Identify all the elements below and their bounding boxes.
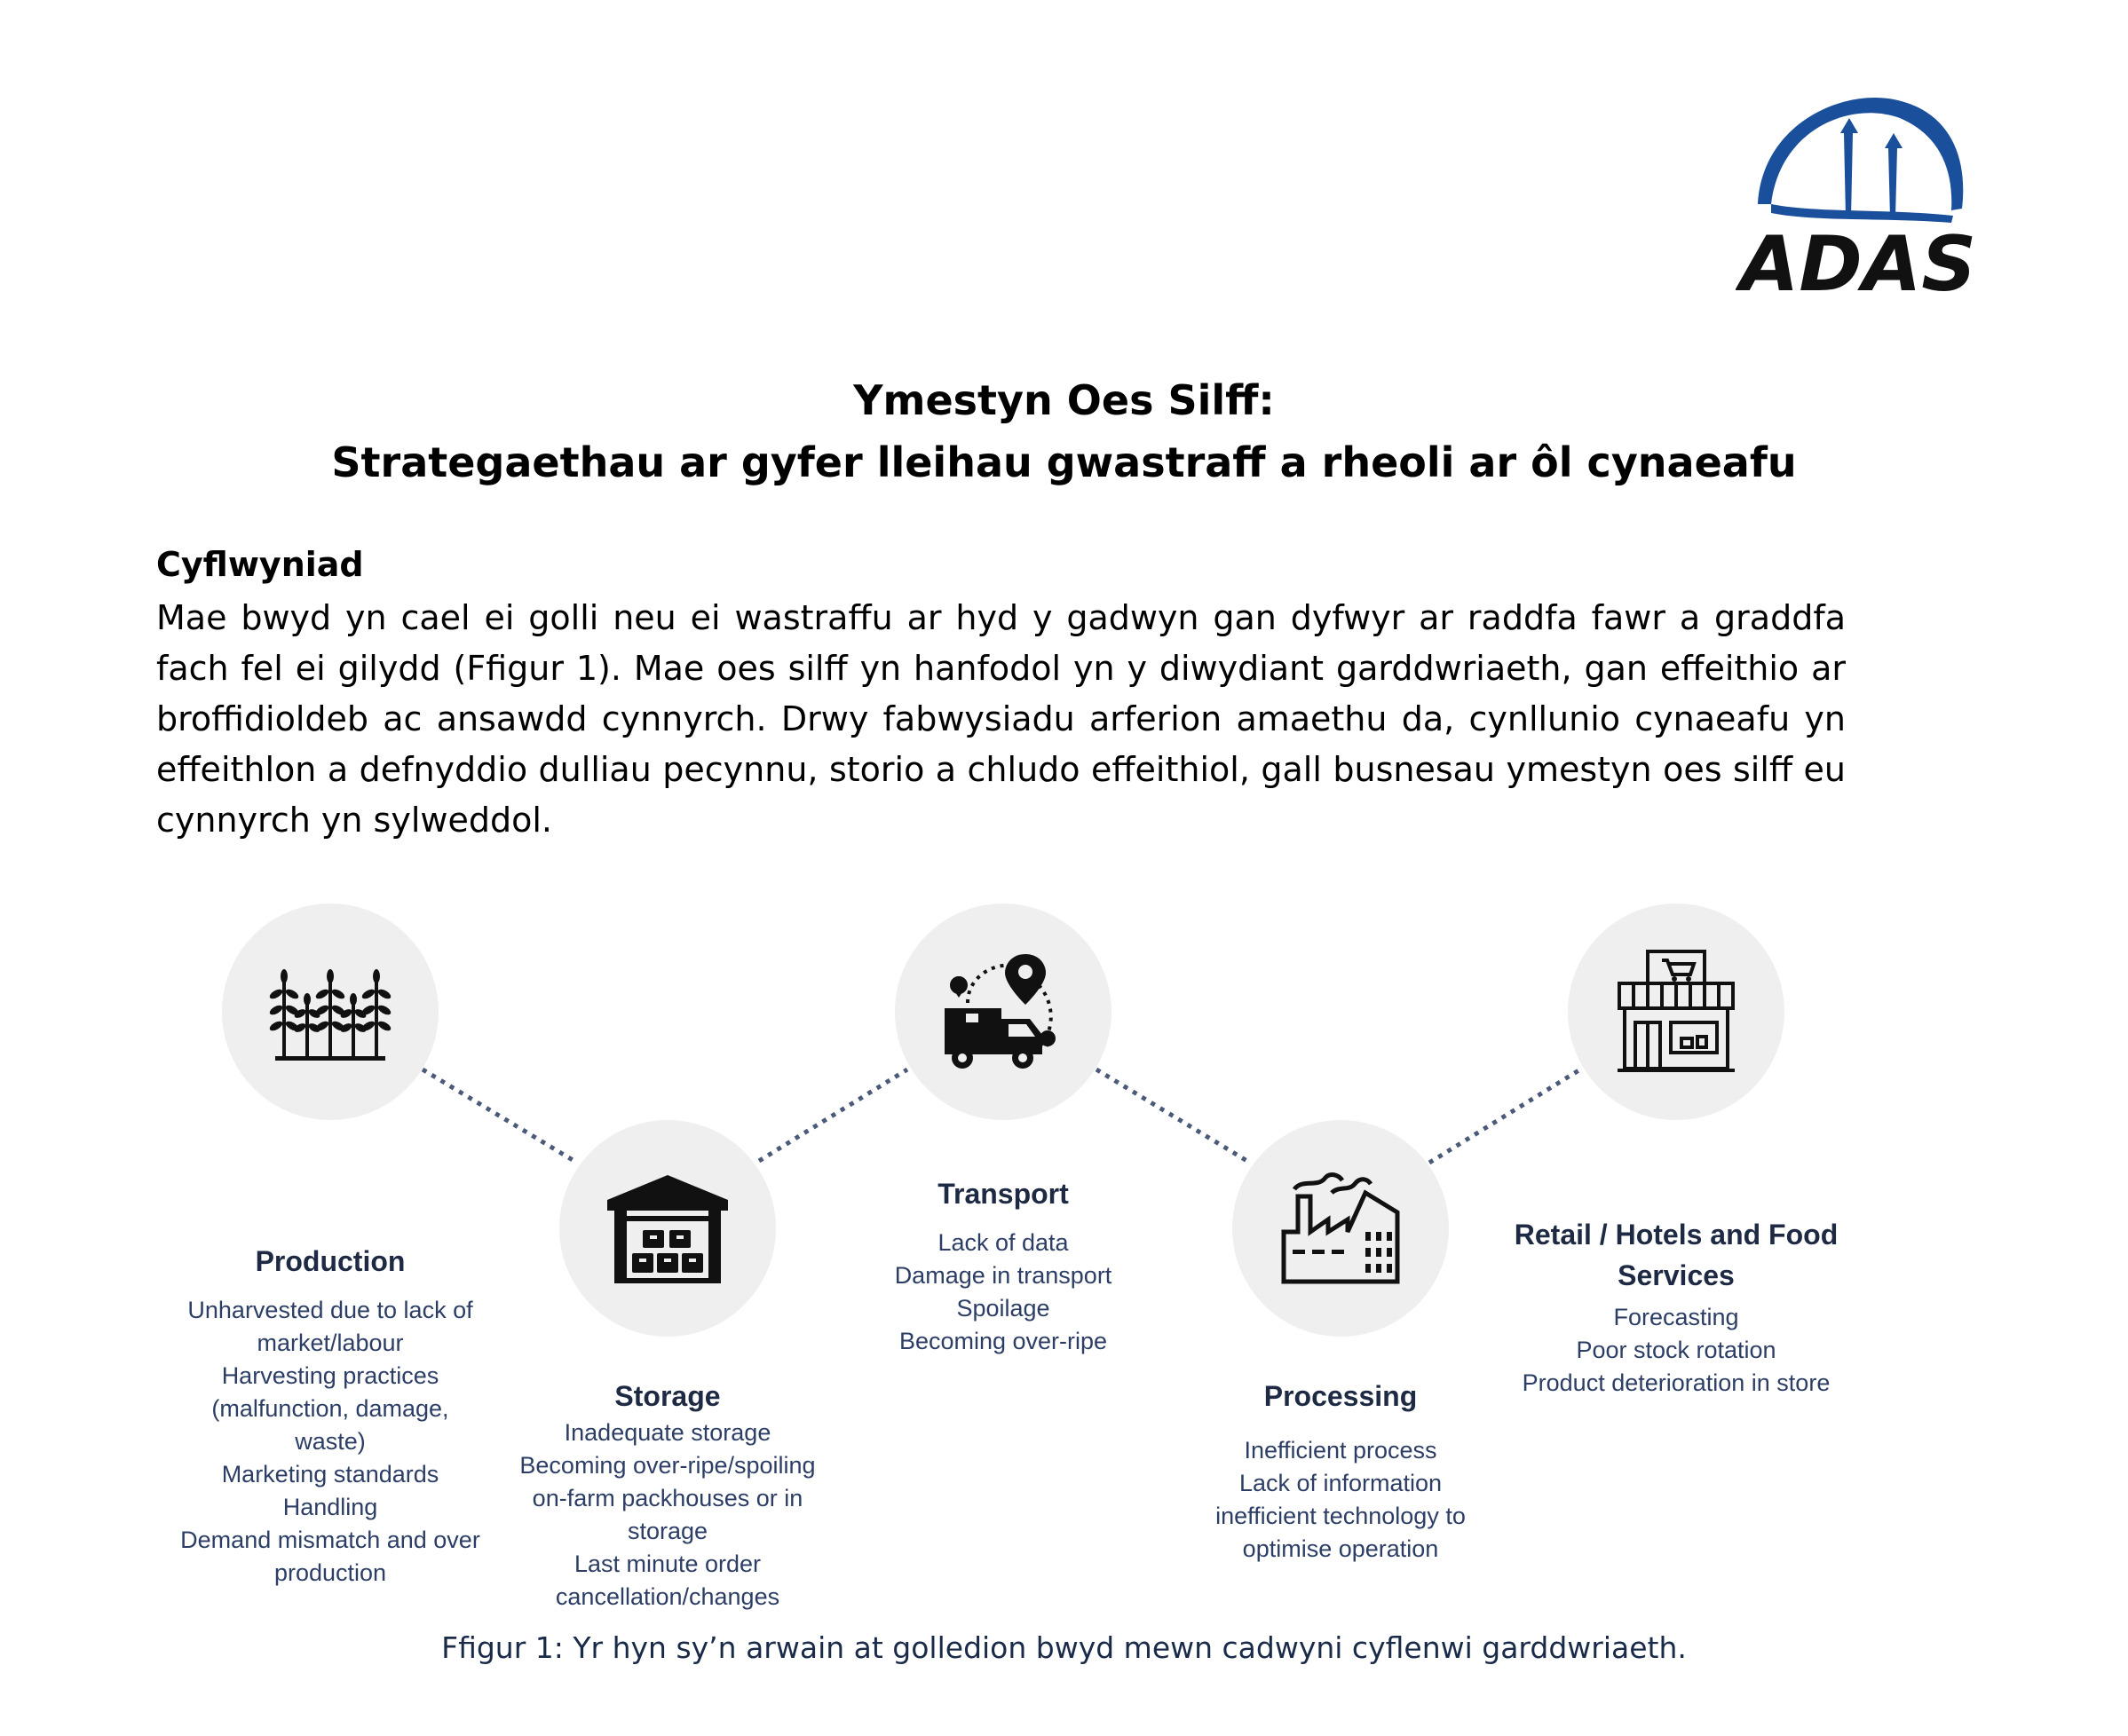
stage-retail xyxy=(1509,1214,1843,1400)
page-title: Ymestyn Oes Silff: xyxy=(853,376,1275,424)
figure-caption: Ffigur 1: Yr hyn sy’n arwain at golledion bwyd mewn cadwyni cyflenwi garddwriaeth. xyxy=(441,1630,1687,1665)
cause-item: Harvesting practices xyxy=(221,1362,439,1389)
cause-item: Unharvested due to lack of xyxy=(187,1297,473,1323)
cause-item: market/labour xyxy=(257,1330,404,1356)
transport-circle xyxy=(895,904,1111,1120)
delivery-truck-icon xyxy=(941,950,1065,1074)
factory-icon xyxy=(1278,1166,1403,1290)
cause-item: on-farm packhouses or in xyxy=(532,1485,803,1511)
page-subtitle: Strategaethau ar gyfer lleihau gwastraff a rheoli ar ôl cynaeafu xyxy=(331,438,1797,486)
cause-item: Demand mismatch and over xyxy=(180,1527,480,1553)
cause-item: Inefficient process xyxy=(1244,1437,1437,1464)
stage-title: Retail / Hotels and Food Services xyxy=(1514,1219,1839,1291)
cause-item: Lack of information xyxy=(1238,1470,1443,1496)
cause-item: Becoming over-ripe/spoiling xyxy=(519,1452,816,1479)
cause-item: Becoming over-ripe xyxy=(898,1328,1108,1354)
cause-item: Handling xyxy=(282,1494,378,1520)
stage-production xyxy=(169,1241,492,1590)
cause-item: Forecasting xyxy=(1613,1304,1739,1330)
retail-circle xyxy=(1568,904,1784,1120)
connector-production-storage xyxy=(423,1069,577,1163)
storage-circle xyxy=(559,1120,776,1337)
cause-item: Marketing standards xyxy=(221,1461,439,1487)
cause-item: Inadequate storage xyxy=(564,1419,771,1446)
cause-item: cancellation/changes xyxy=(555,1583,780,1610)
adas-logo-text: ADAS xyxy=(1739,220,1977,297)
cause-item: optimise operation xyxy=(1242,1535,1439,1562)
cause-item: Product deterioration in store xyxy=(1522,1369,1831,1396)
stage-storage xyxy=(506,1376,829,1614)
cause-item: waste) xyxy=(295,1428,366,1455)
cause-item: production xyxy=(273,1559,387,1586)
production-circle xyxy=(222,904,439,1120)
cause-item: Spoilage xyxy=(956,1295,1050,1322)
stage-title: Processing xyxy=(1263,1380,1418,1412)
cause-item: Poor stock rotation xyxy=(1576,1337,1776,1363)
stage-title: Transport xyxy=(937,1178,1069,1210)
intro-paragraph: Mae bwyd yn cael ei golli neu ei wastraffu ar hyd y gadwyn gan dyfwyr ar raddfa fawr a graddfa fach fel ei gilydd (Ffigur 1). Mae oes silff yn hanfodol yn y diwydiant garddwriaeth, gan effeithio ar broffidioldeb ac ansawdd cynnyrch. Drwy fabwysiadu arferion amaethu da, cynllunio cynaeafu yn effeithlon a defnyddio dulliau pecynnu, storio a chludo effeithiol, gall busnesau ymestyn oes silff eu cynnyrch yn sylweddol. xyxy=(156,598,1846,840)
cause-item: Lack of data xyxy=(937,1229,1069,1256)
adas-logo-mark xyxy=(1736,84,1984,297)
cause-item: inefficient technology to xyxy=(1215,1503,1466,1529)
cause-item: Damage in transport xyxy=(894,1262,1112,1289)
stage-title: Storage xyxy=(614,1380,721,1412)
connector-processing-retail xyxy=(1429,1069,1580,1163)
section-heading: Cyflwyniad xyxy=(156,545,364,584)
cause-item: Last minute order xyxy=(574,1551,762,1577)
connector-storage-transport xyxy=(759,1069,907,1161)
adas-logo xyxy=(1736,84,1984,297)
warehouse-icon xyxy=(605,1166,730,1290)
processing-circle xyxy=(1232,1120,1449,1337)
stage-processing xyxy=(1179,1376,1502,1566)
cause-item: (malfunction, damage, xyxy=(211,1395,449,1422)
connector-transport-processing xyxy=(1096,1069,1250,1163)
stage-transport xyxy=(842,1173,1165,1358)
wheat-crops-icon xyxy=(268,950,392,1074)
cause-item: storage xyxy=(627,1518,708,1544)
shop-icon xyxy=(1614,950,1738,1074)
stage-title: Production xyxy=(255,1245,406,1277)
